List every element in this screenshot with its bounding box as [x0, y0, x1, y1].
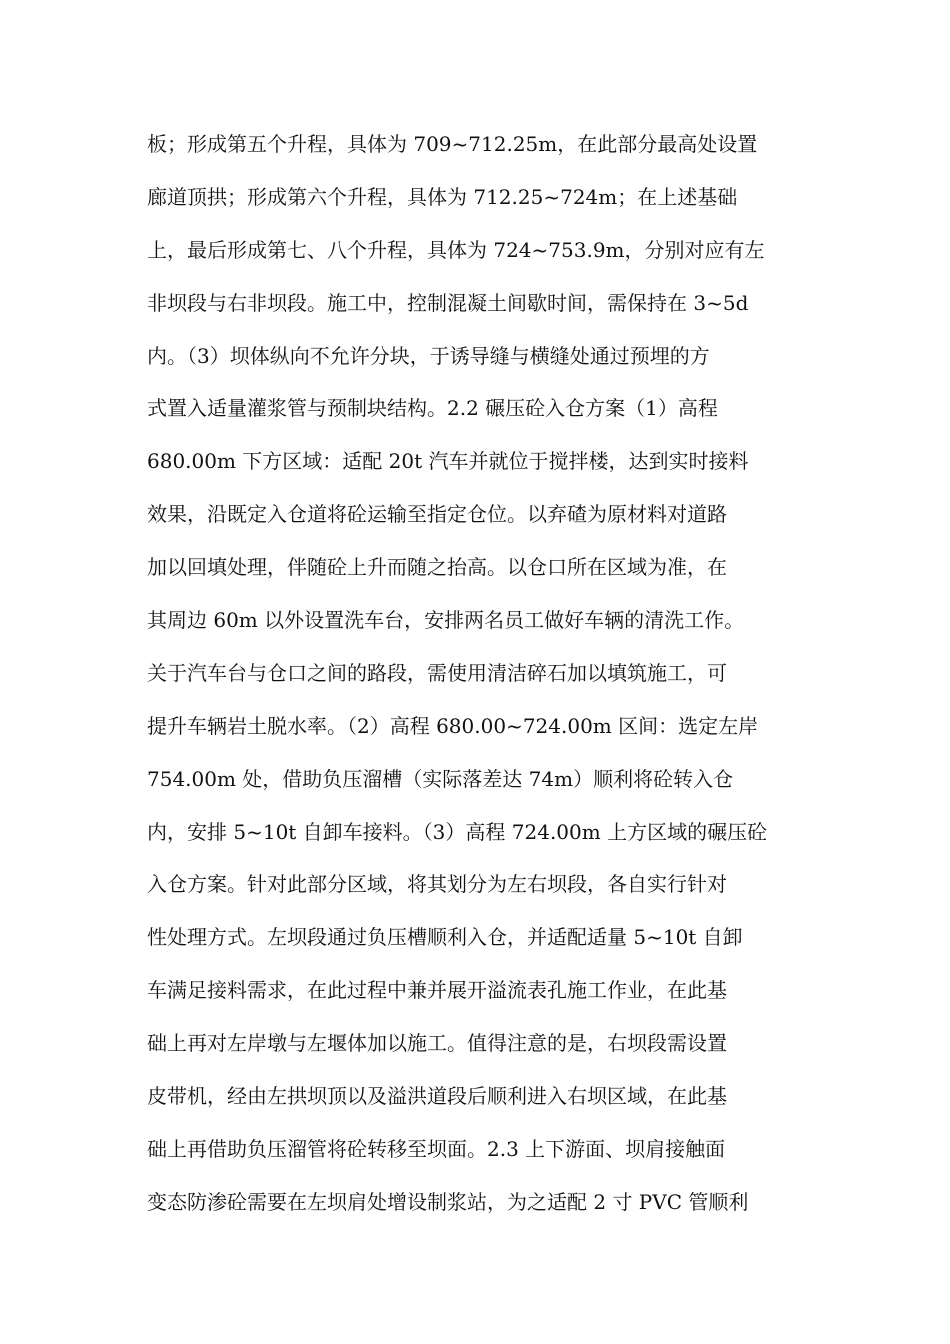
text-line: 内，安排 5~10t 自卸车接料。（3）高程 724.00m 上方区域的碾压砼 — [147, 819, 768, 844]
text-line: 入仓方案。针对此部分区域，将其划分为左右坝段，各自实行针对 — [147, 872, 727, 897]
text-line: 皮带机，经由左拱坝顶以及溢洪道段后顺利进入右坝区域，在此基 — [147, 1084, 727, 1109]
text-line: 其周边 60m 以外设置洗车台，安排两名员工做好车辆的清洗工作。 — [147, 608, 745, 633]
text-line: 680.00m 下方区域：适配 20t 汽车并就位于搅拌楼，达到实时接料 — [147, 449, 749, 474]
text-line: 加以回填处理，伴随砼上升而随之抬高。以仓口所在区域为准，在 — [147, 555, 727, 580]
text-line: 内。（3）坝体纵向不允许分块，于诱导缝与横缝处通过预埋的方 — [147, 343, 710, 368]
text-line: 车满足接料需求，在此过程中兼并展开溢流表孔施工作业，在此基 — [147, 978, 727, 1003]
text-line: 关于汽车台与仓口之间的路段，需使用清洁碎石加以填筑施工，可 — [147, 660, 727, 685]
text-line: 上，最后形成第七、八个升程，具体为 724~753.9m，分别对应有左 — [147, 237, 765, 262]
text-line: 础上再借助负压溜管将砼转移至坝面。2.3 上下游面、坝肩接触面 — [147, 1136, 726, 1161]
text-line: 效果，沿既定入仓道将砼运输至指定仓位。以弃碴为原材料对道路 — [147, 502, 727, 527]
text-line: 非坝段与右非坝段。施工中，控制混凝土间歇时间，需保持在 3~5d — [147, 290, 749, 315]
text-line: 性处理方式。左坝段通过负压槽顺利入仓，并适配适量 5~10t 自卸 — [147, 925, 743, 950]
text-line: 提升车辆岩土脱水率。（2）高程 680.00~724.00m 区间：选定左岸 — [147, 713, 759, 738]
text-line: 变态防渗砼需要在左坝肩处增设制浆站，为之适配 2 寸 PVC 管顺利 — [147, 1189, 749, 1214]
text-line: 式置入适量灌浆管与预制块结构。2.2 碾压砼入仓方案（1）高程 — [147, 396, 718, 421]
body-text — [147, 118, 807, 1229]
text-line: 础上再对左岸墩与左堰体加以施工。值得注意的是，右坝段需设置 — [147, 1031, 727, 1056]
text-line: 廊道顶拱；形成第六个升程，具体为 712.25~724m；在上述基础 — [147, 184, 738, 209]
text-line: 754.00m 处，借助负压溜槽（实际落差达 74m）顺利将砼转入仓 — [147, 766, 734, 791]
text-line: 板；形成第五个升程，具体为 709~712.25m，在此部分最高处设置 — [147, 132, 758, 156]
